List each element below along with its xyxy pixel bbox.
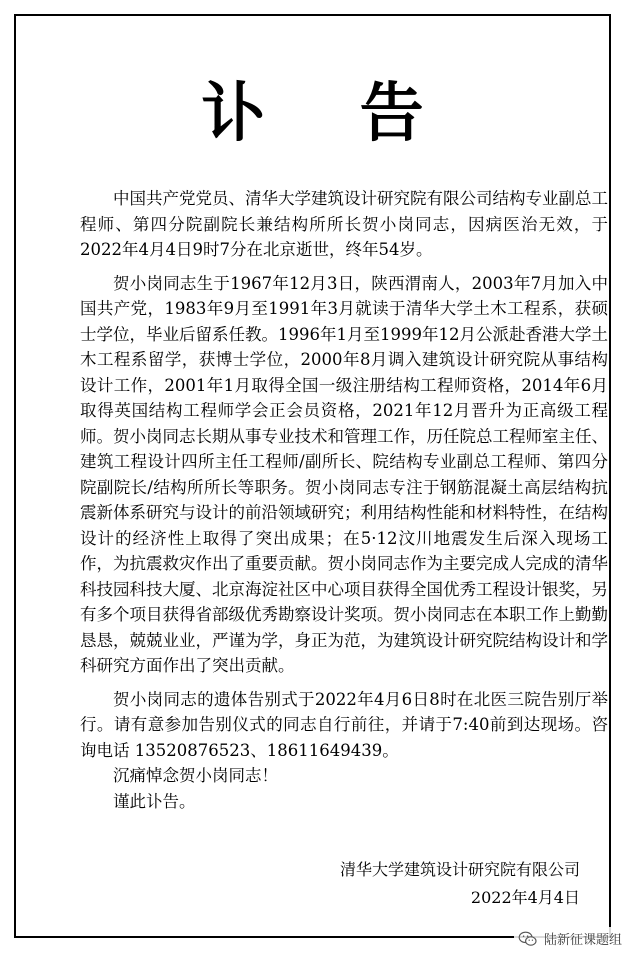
closing-mourning: 沉痛悼念贺小岗同志！ xyxy=(113,766,278,785)
watermark-text: 陆新征课题组 xyxy=(543,933,622,948)
obituary-frame xyxy=(14,14,611,938)
signature-organization: 清华大学建筑设计研究院有限公司 xyxy=(339,860,580,879)
page-title: 讣 告 xyxy=(201,76,460,151)
signature-date: 2022年4月4日 xyxy=(470,888,580,907)
watermark xyxy=(514,927,626,950)
closing-notice: 谨此讣告。 xyxy=(113,791,196,811)
paragraph-funeral-info: 贺小岗同志的遗体告别式于2022年4月6日8时在北医三院告别厅举行。请有意参加告别仪式的同志自行前往，并请于7:40前到达现场。咨询电话 13520876523、18611649439。 xyxy=(80,689,608,760)
paragraph-announcement: 中国共产党党员、清华大学建筑设计研究院有限公司结构专业副总工程师、第四分院副院长兼结构所所长贺小岗同志，因病医治无效，于2022年4月4日9时7分在北京逝世，终年54岁。 xyxy=(80,189,608,259)
signature-block xyxy=(340,856,580,912)
wechat-icon xyxy=(518,931,538,947)
paragraph-biography: 贺小岗同志生于1967年12月3日，陕西渭南人，2003年7月加入中国共产党，1983年9月至1991年3月就读于清华大学土木工程系，获硕士学位，毕业后留系任教。1996年1月至1999年12月公派赴香港大学土木工程系留学，获博士学位，2000年8月调入建筑设计研究院从事结构设计工作，2001年1月取得全国一级注册结构工程师资格，2014年6月取得英国结构工程师学会正会员资格，2021年12月晋升为正高级工程师。贺小岗同志长期从事专业技术和管理工作，历任院总工程师室主任、建筑工程设计四所主任工程师/副所长、院结构专业副总工程师、第四分院副院长/结构所所长等职务。贺小岗同志专注于钢筋混凝土高层结构抗震新体系研究与设计的前沿领域研究；利用结构性能和材料特性，在结构设计的经济性上取得了突出成果；在5·12汶川地震发生后深入现场工作，为抗震救灾作出了重要贡献。贺小岗同志作为主要完成人完成的清华科技园科技大厦、北京海淀社区中心项目获得全国优秀工程设计银奖，另有多个项目获得省部级优秀勘察设计奖项。贺小岗同志在本职工作上勤勤恳恳，兢兢业业，严谨为学，身正为范，为建筑设计研究院结构设计和学科研究方面作出了突出贡献。 xyxy=(80,273,608,675)
obituary-body xyxy=(80,186,608,814)
